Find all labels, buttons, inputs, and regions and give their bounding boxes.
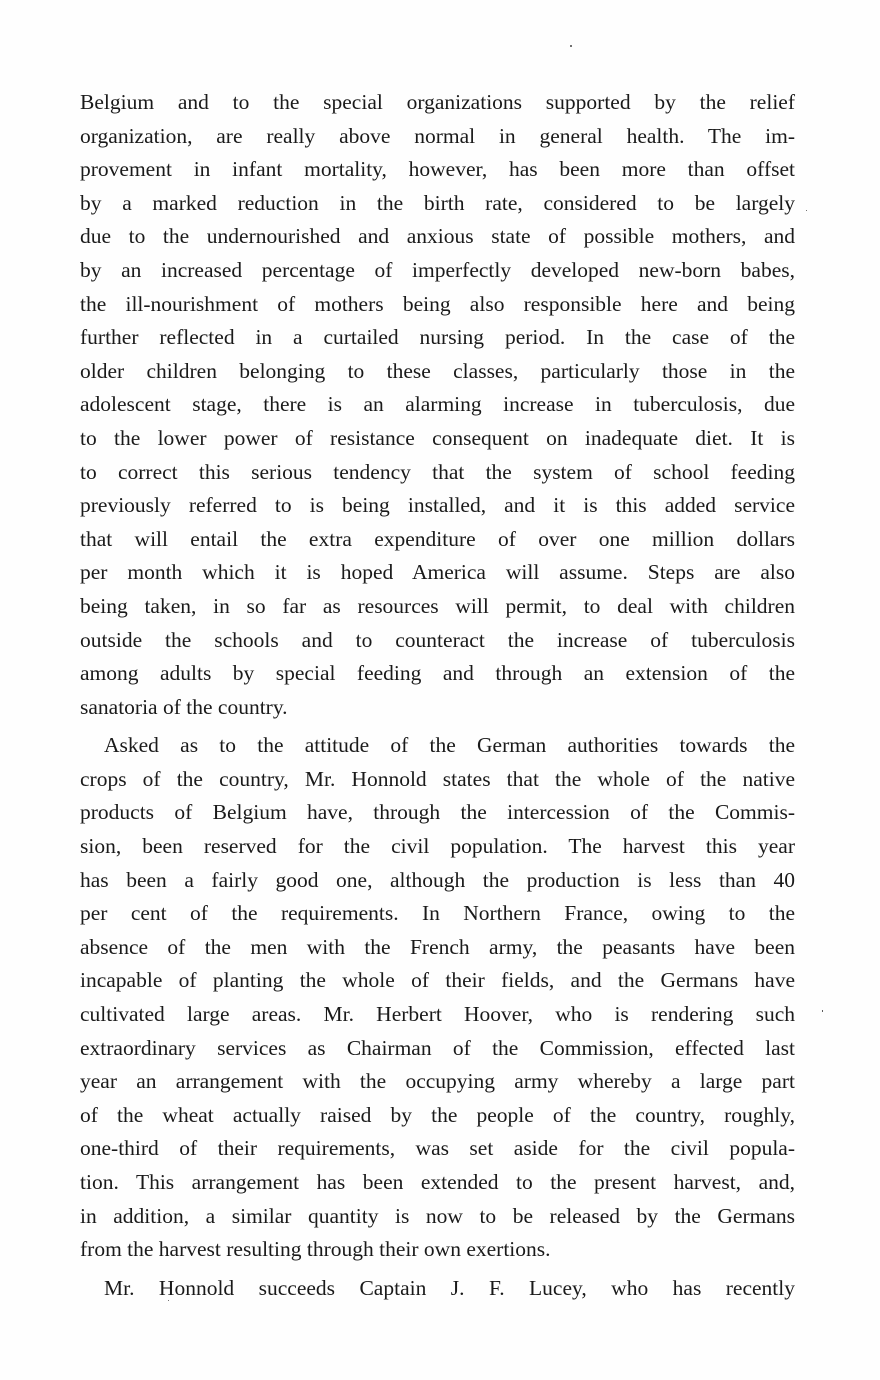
- text-line: Asked as to the attitude of the German authorities towards the: [104, 733, 795, 758]
- text-line: extraordinary services as Chairman of the Commission, effected last: [80, 1035, 795, 1060]
- text-line: among adults by special feeding and through an extension of the: [80, 661, 795, 686]
- text-line: to correct this serious tendency that the system of school feeding: [80, 459, 795, 484]
- text-line: by an increased percentage of imperfectly developed new-born babes,: [80, 257, 795, 282]
- text-line: incapable of planting the whole of their fields, and the Germans have: [80, 968, 795, 993]
- text-line: to the lower power of resistance consequent on inadequate diet. It is: [80, 425, 795, 450]
- text-line: in addition, a similar quantity is now to be released by the Germans: [80, 1203, 795, 1228]
- text-line: due to the undernourished and anxious state of possible mothers, and: [80, 224, 795, 249]
- text-line: by a marked reduction in the birth rate, considered to be largely: [80, 190, 795, 215]
- text-line: sanatoria of the country.: [80, 694, 288, 719]
- text-line: previously referred to is being installed, and it is this added service: [80, 493, 795, 518]
- text-line: year an arrangement with the occupying army whereby a large part: [80, 1069, 795, 1094]
- paragraph: [80, 86, 795, 724]
- text-line: older children belonging to these classes, particularly those in the: [80, 358, 795, 383]
- text-line: tion. This arrangement has been extended to the present harvest, and,: [80, 1170, 795, 1194]
- text-line: per month which it is hoped America will assume. Steps are also: [80, 560, 795, 585]
- body-text: [80, 86, 795, 1305]
- text-line: crops of the country, Mr. Honnold states that the whole of the native: [80, 766, 795, 791]
- text-line: absence of the men with the French army, the peasants have been: [80, 934, 795, 959]
- text-line: that will entail the extra expenditure of over one million dollars: [80, 526, 795, 551]
- text-line: further reflected in a curtailed nursing period. In the case of the: [80, 325, 795, 350]
- text-line: from the harvest resulting through their own exertions.: [80, 1237, 551, 1262]
- text-line: has been a fairly good one, although the production is less than 40: [80, 867, 795, 892]
- text-line: of the wheat actually raised by the people of the country, roughly,: [80, 1102, 795, 1127]
- text-line: Belgium and to the special organizations supported by the relief: [80, 90, 795, 114]
- text-line: products of Belgium have, through the intercession of the Commis-: [80, 800, 795, 825]
- text-line: Mr. Honnold succeeds Captain J. F. Lucey, who has recently: [104, 1275, 795, 1300]
- text-line: per cent of the requirements. In Northern France, owing to the: [80, 901, 795, 926]
- paragraph: [80, 1272, 795, 1306]
- text-line: the ill-nourishment of mothers being also responsible here and being: [80, 291, 795, 316]
- text-line: adolescent stage, there is an alarming increase in tuberculosis, due: [80, 392, 795, 417]
- text-line: outside the schools and to counteract the increase of tuberculosis: [80, 627, 795, 652]
- text-line: sion, been reserved for the civil population. The harvest this year: [80, 834, 795, 859]
- paragraph: [80, 729, 795, 1267]
- print-speck: [570, 45, 572, 47]
- text-line: one-third of their requirements, was set aside for the civil popula-: [80, 1136, 795, 1161]
- text-line: being taken, in so far as resources will permit, to deal with children: [80, 593, 795, 618]
- print-speck: [822, 1010, 823, 1012]
- text-line: cultivated large areas. Mr. Herbert Hoover, who is rendering such: [80, 1002, 795, 1027]
- text-line: provement in infant mortality, however, has been more than offset: [80, 157, 795, 182]
- print-speck: [806, 210, 807, 211]
- text-line: organization, are really above normal in general health. The im-: [80, 123, 795, 148]
